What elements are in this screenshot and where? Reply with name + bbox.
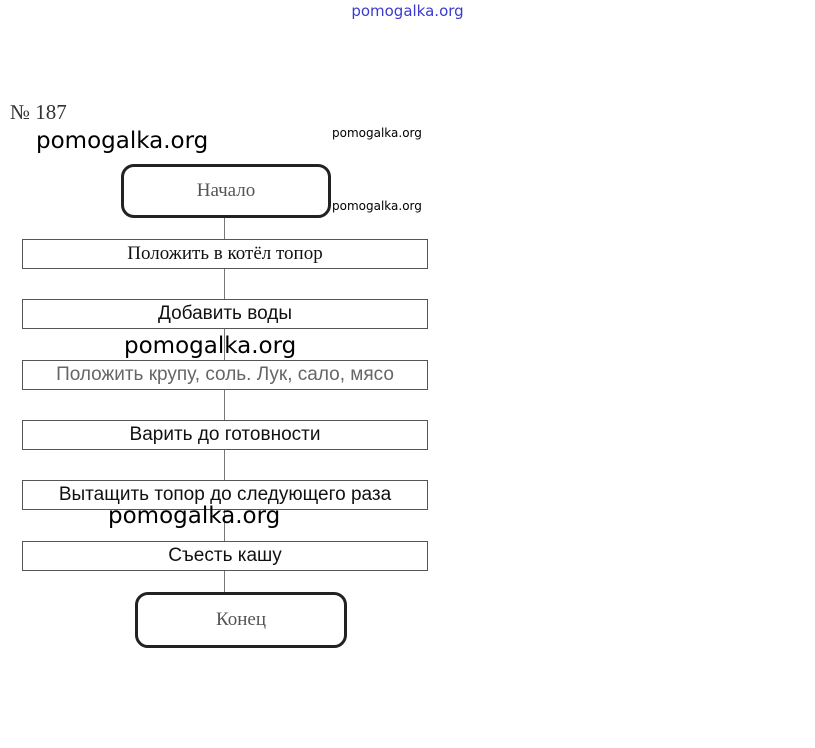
step-label: Вытащить топор до следующего раза bbox=[58, 484, 392, 505]
watermark: pomogalka.org bbox=[36, 128, 209, 154]
process-step bbox=[22, 299, 428, 329]
process-step bbox=[22, 360, 428, 390]
end-terminal bbox=[135, 592, 347, 648]
process-step bbox=[22, 420, 428, 450]
step-label: Положить крупу, соль. Лук, сало, мясо bbox=[56, 364, 394, 385]
start-terminal bbox=[121, 164, 331, 218]
step-label: Добавить воды bbox=[157, 303, 293, 324]
flow-connector bbox=[224, 212, 225, 596]
step-label: Варить до готовности bbox=[129, 424, 321, 445]
watermark: pomogalka.org bbox=[108, 503, 281, 529]
watermark: pomogalka.org bbox=[124, 333, 297, 359]
step-label: Положить в котёл топор bbox=[127, 243, 323, 264]
watermark: pomogalka.org bbox=[332, 199, 422, 213]
task-number: № 187 bbox=[10, 100, 67, 124]
process-step bbox=[22, 541, 428, 571]
watermark-top: pomogalka.org bbox=[351, 2, 464, 20]
watermark: pomogalka.org bbox=[332, 126, 422, 140]
end-label: Конец bbox=[216, 609, 266, 630]
process-step bbox=[22, 239, 428, 269]
step-label: Съесть кашу bbox=[168, 545, 282, 566]
start-label: Начало bbox=[196, 180, 256, 201]
